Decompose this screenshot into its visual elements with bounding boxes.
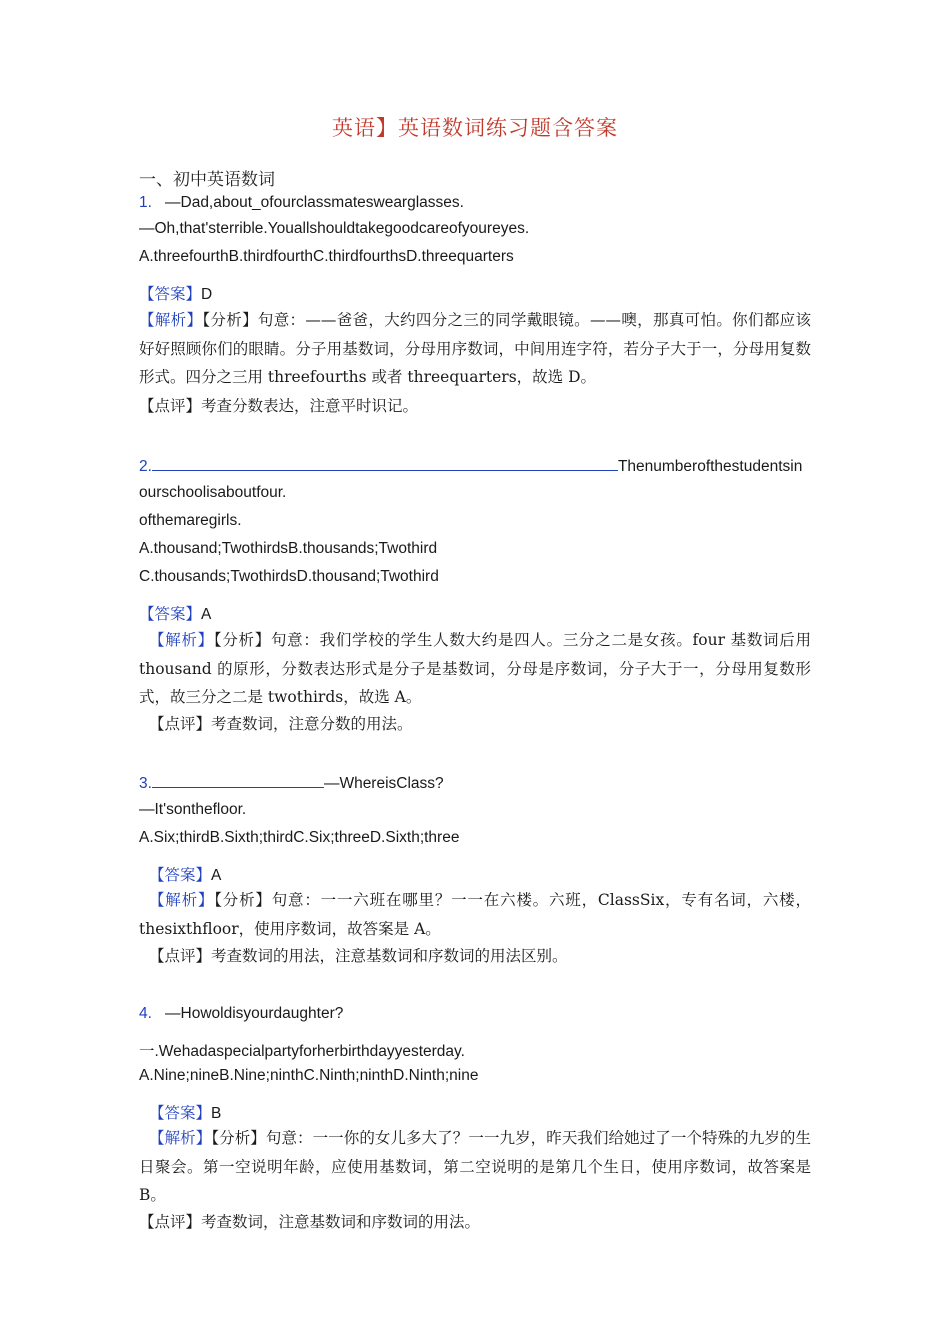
question-2-options-2: C.thousands;TwothirdsD.thousand;Twothird (139, 568, 439, 585)
question-2-analysis: 【解析】【分析】句意：我们学校的学生人数大约是四人。三分之二是女孩。four 基数词后用 thousand 的原形，分数表达形式是分子是基数词，分母是序数词，分子大于一，分母用复数形式，故三分之二是 twothirds，故选 A。 (139, 631, 811, 706)
question-1-comment: 【点评】考查分数表达，注意平时识记。 (139, 397, 419, 415)
question-1-stem: 1. —Dad,about_ofourclassmateswearglasses. (139, 194, 464, 211)
question-2-comment: 【点评】考查数词，注意分数的用法。 (149, 715, 413, 733)
question-1-analysis: 【解析】【分析】句意：——爸爸，大约四分之三的同学戴眼镜。——噢，那真可怕。你们都应该好好照顾你们的眼睛。分子用基数词，分母用序数词，中间用连字符，若分子大于一，分母用复数形式。四分之三用 threefourths 或者 threequarters，故选 D。 (139, 311, 811, 386)
question-3-answer: 【答案】A (149, 866, 222, 884)
question-2-answer: 【答案】A (139, 605, 212, 623)
question-3-stem: 3. —WhereisClass? (139, 775, 444, 792)
question-4-comment: 【点评】考查数词，注意基数词和序数词的用法。 (139, 1213, 481, 1231)
question-4-reply: 一.Wehadaspecialpartyforherbirthdayyesterday. (139, 1043, 465, 1060)
question-2-line-3: ofthemaregirls. (139, 512, 242, 529)
question-2-stem: 2. Thenumberofthestudentsin (139, 458, 803, 475)
question-3-reply: —It'sonthefloor. (139, 801, 247, 818)
question-4-stem: 4. —Howoldisyourdaughter? (139, 1005, 344, 1022)
answer-blank (152, 456, 618, 471)
question-4-answer: 【答案】B (149, 1104, 222, 1122)
question-2-line-2: ourschoolisaboutfour. (139, 484, 287, 501)
question-4-number: 4. (139, 1005, 152, 1022)
answer-blank (152, 773, 324, 788)
page-title: 英语】英语数词练习题含答案 (332, 116, 618, 140)
question-2-number: 2. (139, 458, 152, 475)
question-4-options: A.Nine;nineB.Nine;ninthC.Ninth;ninthD.Ninth;nine (139, 1067, 479, 1084)
question-3-comment: 【点评】考查数词的用法，注意基数词和序数词的用法区别。 (149, 947, 568, 965)
question-3-options: A.Six;thirdB.Sixth;thirdC.Six;threeD.Sixth;three (139, 829, 460, 846)
question-3-number: 3. (139, 775, 152, 792)
section-heading: 一、初中英语数词 (139, 170, 275, 190)
question-1-reply: —Oh,that'sterrible.Youallshouldtakegoodcareofyoureyes. (139, 220, 530, 237)
question-1-number: 1. (139, 194, 152, 211)
question-2-options-1: A.thousand;TwothirdsB.thousands;Twothird (139, 540, 438, 557)
question-3-analysis: 【解析】【分析】句意：一一六班在哪里？一一在六楼。六班，ClassSix，专有名词，六楼，thesixthfloor，使用序数词，故答案是 A。 (139, 891, 811, 938)
question-4-analysis: 【解析】【分析】句意：一一你的女儿多大了？一一九岁，昨天我们给她过了一个特殊的九岁的生日聚会。第一空说明年龄，应使用基数词，第二空说明的是第几个生日，使用序数词，故答案是 B。 (139, 1129, 811, 1204)
question-1-options: A.threefourthB.thirdfourthC.thirdfourthsD.threequarters (139, 248, 514, 265)
question-1-answer: 【答案】D (139, 285, 213, 303)
